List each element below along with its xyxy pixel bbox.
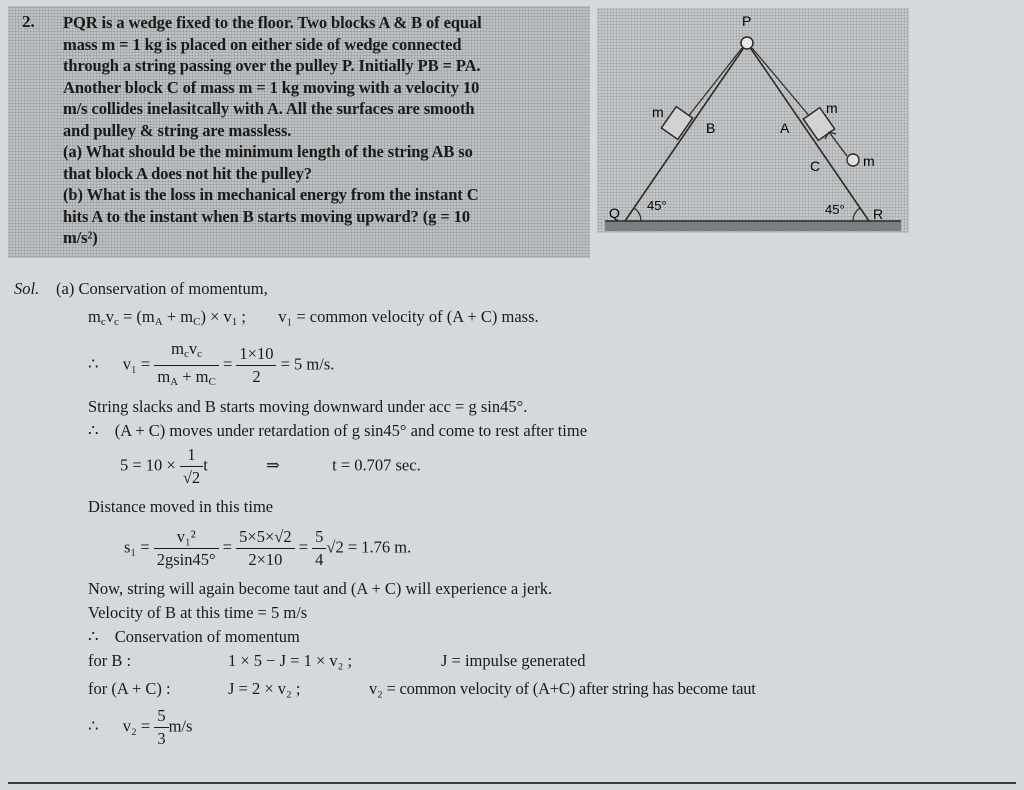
eq1-note: v₁ = common velocity of (A + C) mass. <box>278 307 539 326</box>
question-line: m/s²) <box>63 228 98 247</box>
forB-label: for B : <box>88 651 132 670</box>
block-b <box>661 107 692 140</box>
label-c: C <box>810 158 821 174</box>
question-line: (a) What should be the minimum length of the string AB so <box>63 142 473 161</box>
line-slack: String slacks and B starts moving downward under acc = g sin45°. <box>88 397 528 416</box>
therefore-symbol: ∴ <box>88 354 99 374</box>
label-b: B <box>706 120 716 136</box>
angle-arc-left <box>634 208 641 221</box>
question-line: (b) What is the loss in mechanical energy from the instant C <box>63 185 479 204</box>
v1-result: = 5 m/s. <box>280 354 335 374</box>
s1-equation: s₁ = $\frac{\text{v₁²}}{2gsin45^\circ}$ = $\frac{5\times 5\times√2}{2\times 10}$ = $\frac{5}{4}$ √2 = 1.76 m. <box>124 527 412 569</box>
forB-equation: 1 × 5 − J = 1 × v₂ ; <box>228 651 353 670</box>
line-distance: Distance moved in this time <box>88 497 274 516</box>
label-mass-ball: m <box>863 153 875 169</box>
question-line: and pulley & string are massless. <box>63 120 292 140</box>
label-angle-right: 45° <box>825 202 845 217</box>
label-r: R <box>873 206 884 222</box>
pulley <box>741 37 753 49</box>
floor <box>605 221 901 231</box>
time-fraction: $\frac{1}{√2}$ <box>180 444 203 489</box>
s1-fraction-3: $\frac{5}{4}$ <box>312 526 326 571</box>
label-p: P <box>742 13 752 29</box>
question-line: PQR is a wedge fixed to the floor. Two blocks A & B of equal <box>63 13 482 32</box>
forAC-label: for (A + C) : <box>88 679 171 698</box>
part-a-heading: (a) Conservation of momentum, <box>56 279 268 298</box>
v1-equation: ∴ v₁ = $\frac{m_cv_c}{m_A + m_C}$ = $\frac{1\times 10}{2}$ = 5 m/s. <box>88 338 334 393</box>
s1-fraction-2: $\frac{5\times 5\times√2}{2\times 10}$ <box>236 526 294 571</box>
line-conservation-row: ∴ Conservation of momentum <box>88 627 300 646</box>
wedge-diagram <box>597 8 909 233</box>
v1-fraction-2: $\frac{1\times 10}{2}$ <box>236 343 276 388</box>
line-retard-row: ∴ (A + C) moves under retardation of g sin45° and come to rest after time <box>88 421 588 440</box>
string-right <box>752 48 811 118</box>
line-retard: (A + C) moves under retardation of g sin45° and come to rest after time <box>114 421 588 440</box>
sol-heading-row <box>14 279 39 299</box>
momentum-equation: $m_cv_c = (m_A + m_C) \times v_1$ ; v₁ = common velocity of (A + C) mass. <box>88 307 539 328</box>
wedge-figure <box>597 8 909 233</box>
bottom-rule <box>8 782 1016 784</box>
question-line: that block A does not hit the pulley? <box>63 163 312 183</box>
line-taut: Now, string will again become taut and (A + C) will experience a jerk. <box>88 579 553 598</box>
label-q: Q <box>609 205 620 221</box>
question-line: through a string passing over the pulley P. Initially PB = PA. <box>63 56 481 75</box>
question-line: Another block C of mass m = 1 kg moving with a velocity 10 <box>63 77 480 97</box>
angle-arc-right <box>853 208 860 221</box>
label-angle-left: 45° <box>647 198 667 213</box>
time-equation: 5 = 10 × $\frac{1}{√2}$ t ⇒ t = 0.707 sec. <box>120 445 421 487</box>
sol-label: Sol. <box>14 279 40 298</box>
wedge-right-side <box>747 43 869 221</box>
v1-label: v₁ = <box>122 354 151 374</box>
forAC-equation: J = 2 × v₂ ; <box>228 679 301 698</box>
question-text <box>63 12 588 249</box>
ball-c <box>847 154 859 166</box>
question-line: m/s collides inelasitcally with A. All the surfaces are smooth <box>63 99 475 118</box>
label-a: A <box>780 120 790 136</box>
velocity-arrow <box>829 132 847 156</box>
forAC-note: v₂ = common velocity of (A+C) after string has become taut <box>369 679 756 698</box>
label-mass-left: m <box>652 104 664 120</box>
question-box <box>8 6 590 258</box>
question-line: hits A to the instant when B starts moving upward? (g = 10 <box>63 206 470 226</box>
forB-note: J = impulse generated <box>441 651 586 670</box>
label-mass-right: m <box>826 100 838 116</box>
v2-fraction: $\frac{5}{3}$ <box>154 705 168 750</box>
implies-arrow: ⇒ <box>266 455 280 475</box>
v2-equation: ∴ v₂ = $\frac{5}{3}$ m/s <box>88 706 193 748</box>
line-conservation: Conservation of momentum <box>114 627 300 646</box>
line-velocity-b: Velocity of B at this time = 5 m/s <box>88 603 308 622</box>
time-result: t = 0.707 sec. <box>332 455 421 475</box>
question-number: 2. <box>22 12 35 31</box>
s1-fraction-1: $\frac{\text{v₁²}}{2gsin45^\circ}$ <box>154 526 219 571</box>
string-left <box>687 48 742 118</box>
question-line: mass m = 1 kg is placed on either side of wedge connected <box>63 34 462 54</box>
v1-fraction: $\frac{m_cv_c}{m_A + m_C}$ <box>154 338 219 393</box>
wedge-left-side <box>625 43 747 221</box>
